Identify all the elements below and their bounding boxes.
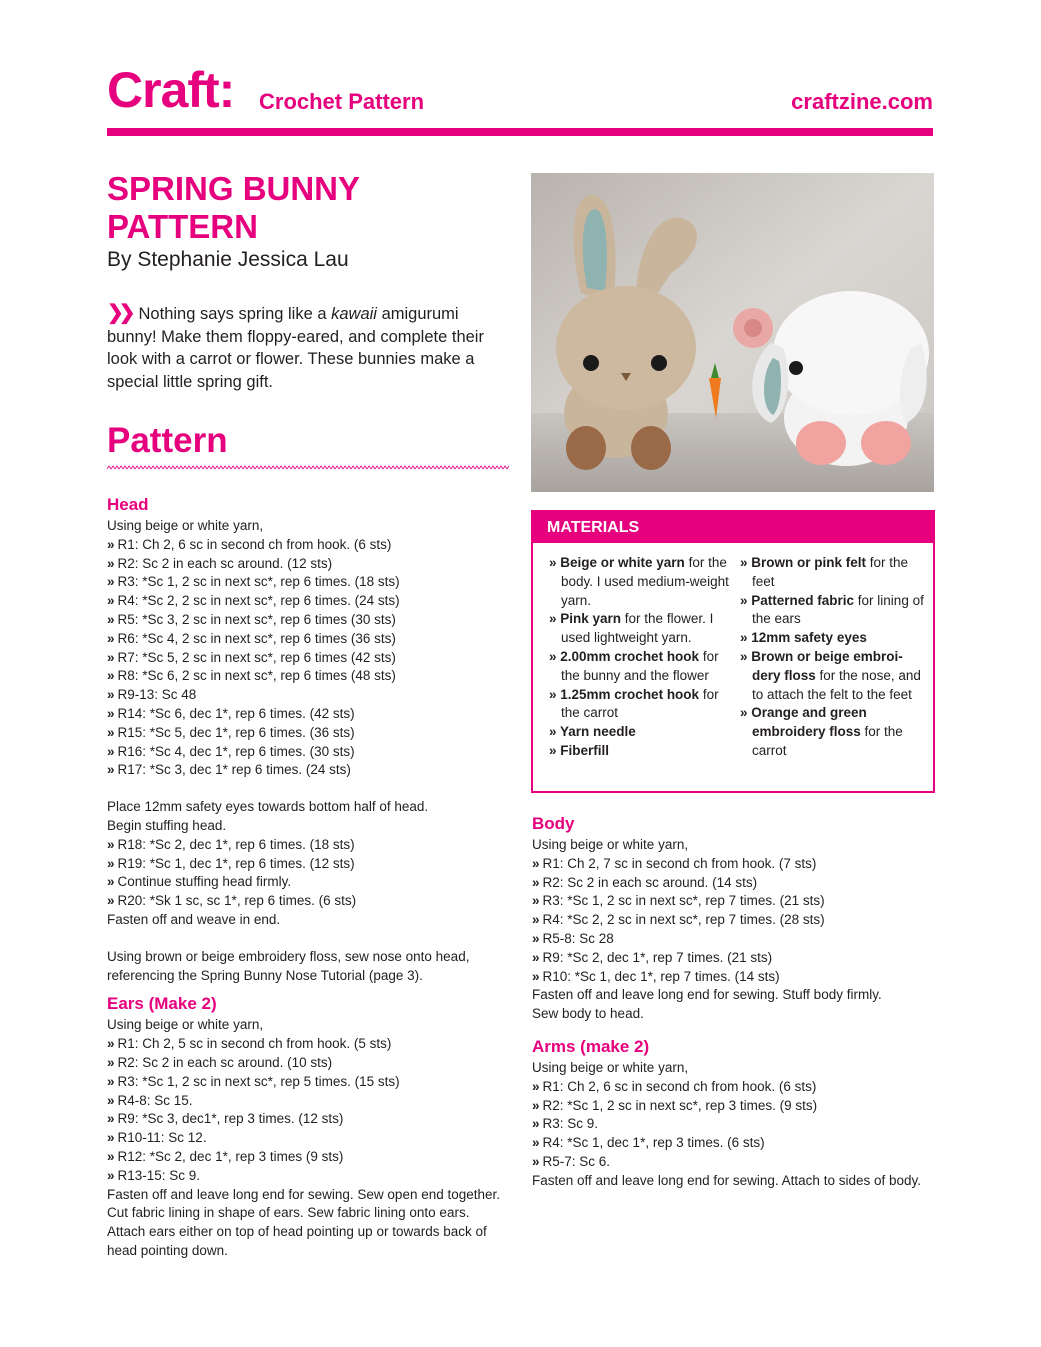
pattern-row: » R1: Ch 2, 6 sc in second ch from hook. (6 sts) <box>532 1078 817 1094</box>
material-name: Pink yarn <box>560 611 622 627</box>
page-header <box>107 62 933 122</box>
zigzag-divider <box>107 465 509 470</box>
pattern-row: » R9-13: Sc 48 <box>107 687 197 703</box>
pattern-row: Cut fabric lining in shape of ears. Sew fabric lining onto ears. <box>107 1205 470 1221</box>
row-marker: » <box>107 836 115 852</box>
row-marker: » <box>549 611 561 627</box>
row-marker: » <box>549 555 561 570</box>
head-nose-2: referencing the Spring Bunny Nose Tutorial (page 3). <box>107 967 423 983</box>
materials-column-1 <box>549 554 734 761</box>
material-item: » Orange and green embroidery floss for the carrot <box>740 705 903 758</box>
row-marker: » <box>107 1130 115 1146</box>
materials-box <box>531 510 935 793</box>
row-marker: » <box>532 1135 540 1151</box>
row-marker: » <box>549 724 561 740</box>
pattern-row: » R6: *Sc 4, 2 sc in next sc*, rep 6 times (36 sts) <box>107 630 396 646</box>
row-marker: » <box>107 1092 115 1108</box>
pattern-heading: Pattern <box>107 421 228 460</box>
pattern-row: » R3: *Sc 1, 2 sc in next sc*, rep 7 times. (21 sts) <box>532 893 825 909</box>
pattern-row: » R4: *Sc 2, 2 sc in next sc*, rep 6 times. (24 sts) <box>107 593 400 609</box>
row-marker: » <box>107 687 115 703</box>
material-item: » Brown or beige embroidery floss for the nose, and to attach the felt to the feet <box>740 648 921 702</box>
head-eyes-note-2: Begin stuffing head. <box>107 817 227 833</box>
intro-emphasis: kawaii <box>331 305 377 323</box>
pattern-row: » R9: *Sc 2, dec 1*, rep 7 times. (21 sts) <box>532 949 773 965</box>
head-heading: Head <box>107 495 149 514</box>
row-marker: » <box>740 648 752 664</box>
arms-rows <box>532 1078 937 1172</box>
pattern-row: » R4: *Sc 2, 2 sc in next sc*, rep 7 times. (28 sts) <box>532 912 825 928</box>
material-item: » Beige or white yarn for the body. I used medium-weight yarn. <box>549 555 729 608</box>
head-nose-1: Using brown or beige embroidery floss, sew nose onto head, <box>107 948 470 964</box>
material-item <box>740 629 925 648</box>
header-rule <box>107 128 933 136</box>
row-marker: » <box>532 912 540 928</box>
material-name: Fiberfill <box>560 742 610 758</box>
row-marker: » <box>532 893 540 909</box>
byline: By Stephanie Jessica Lau <box>107 248 349 271</box>
right-column <box>532 813 937 1191</box>
body-finish <box>532 986 937 1024</box>
material-name: Beige or white yarn <box>560 555 685 570</box>
pattern-row: » R16: *Sc 4, dec 1*, rep 6 times. (30 sts) <box>107 743 355 759</box>
material-name: Patterned fabric <box>751 592 855 608</box>
row-marker: » <box>107 1054 115 1070</box>
row-marker: » <box>107 1167 115 1183</box>
row-marker: » <box>740 555 752 570</box>
pattern-row: » R4-8: Sc 15. <box>107 1092 193 1108</box>
row-marker: » <box>107 536 115 552</box>
head-fasten: Fasten off and weave in end. <box>107 911 281 927</box>
arms-intro: Using beige or white yarn, <box>532 1059 689 1075</box>
ears-rows <box>107 1035 512 1185</box>
row-marker: » <box>532 1097 540 1113</box>
row-marker: » <box>549 686 561 702</box>
row-marker: » <box>532 874 540 890</box>
head-eyes-note-1: Place 12mm safety eyes towards bottom half of head. <box>107 799 429 815</box>
ears-heading: Ears (Make 2) <box>107 994 217 1014</box>
arms-finish: Fasten off and leave long end for sewing. Attach to sides of body. <box>532 1172 922 1188</box>
ears-intro: Using beige or white yarn, <box>107 1017 264 1033</box>
row-marker: » <box>740 592 752 608</box>
row-marker: » <box>107 743 115 759</box>
material-item: » 2.00mm crochet hook for the bunny and the flower <box>549 648 719 683</box>
row-marker: » <box>532 1153 540 1169</box>
row-marker: » <box>107 724 115 740</box>
materials-column-2 <box>740 554 925 761</box>
pattern-row: » R2: *Sc 1, 2 sc in next sc*, rep 3 times. (9 sts) <box>532 1097 818 1113</box>
row-marker: » <box>107 1111 115 1127</box>
material-item: » 1.25mm crochet hook for the carrot <box>549 686 719 721</box>
arms-heading: Arms (make 2) <box>532 1036 650 1056</box>
row-marker: » <box>532 1116 540 1132</box>
pattern-row: » R13-15: Sc 9. <box>107 1167 201 1183</box>
row-marker: » <box>532 930 540 946</box>
pattern-row: » R9: *Sc 3, dec1*, rep 3 times. (12 sts) <box>107 1111 344 1127</box>
body-heading: Body <box>532 814 575 833</box>
pattern-row: » R2: Sc 2 in each sc around. (14 sts) <box>532 874 758 890</box>
row-marker: » <box>532 968 540 984</box>
row-marker: » <box>740 630 752 646</box>
pattern-row: Attach ears either on top of head pointing up or towards back of <box>107 1224 487 1240</box>
material-item <box>549 742 734 761</box>
row-marker: » <box>107 893 115 909</box>
row-marker: » <box>107 630 115 646</box>
row-marker: » <box>107 855 115 871</box>
pattern-row: » R14: *Sc 6, dec 1*, rep 6 times. (42 sts) <box>107 705 355 721</box>
row-marker: » <box>107 705 115 721</box>
row-marker: » <box>740 705 752 721</box>
row-marker: » <box>107 611 115 627</box>
pattern-row: » R5-7: Sc 6. <box>532 1153 611 1169</box>
site-link[interactable]: craftzine.com <box>791 89 933 114</box>
pattern-row: » R8: *Sc 6, 2 sc in next sc*, rep 6 times (48 sts) <box>107 668 396 684</box>
head-rows-1 <box>107 536 512 780</box>
left-column <box>107 494 512 1261</box>
pattern-row: » Continue stuffing head firmly. <box>107 874 292 890</box>
material-item: » Pink yarn for the flower. I used lightweight yarn. <box>549 611 714 646</box>
pattern-row: » R17: *Sc 3, dec 1* rep 6 times. (24 sts) <box>107 762 351 778</box>
row-marker: » <box>532 1078 540 1094</box>
row-marker: » <box>107 593 115 609</box>
pattern-row: » R18: *Sc 2, dec 1*, rep 6 times. (18 sts) <box>107 836 355 852</box>
pattern-row: » R4: *Sc 1, dec 1*, rep 3 times. (6 sts) <box>532 1135 765 1151</box>
pattern-row: » R20: *Sk 1 sc, sc 1*, rep 6 times. (6 sts) <box>107 893 357 909</box>
materials-heading: MATERIALS <box>533 512 933 543</box>
row-marker: » <box>107 874 115 890</box>
row-marker: » <box>107 1073 115 1089</box>
row-marker: » <box>107 574 115 590</box>
row-marker: » <box>549 648 561 664</box>
material-name: 12mm safety eyes <box>751 630 867 646</box>
pattern-row: » R10-11: Sc 12. <box>107 1130 207 1146</box>
pattern-row: Fasten off and leave long end for sewing. Stuff body firmly. <box>532 987 882 1003</box>
pattern-row: » R19: *Sc 1, dec 1*, rep 6 times. (12 sts) <box>107 855 355 871</box>
material-name: Brown or beige embroidery floss <box>751 648 903 683</box>
material-name: 2.00mm crochet hook <box>560 648 700 664</box>
material-name: Yarn needle <box>560 724 636 740</box>
head-intro: Using beige or white yarn, <box>107 518 264 533</box>
pattern-row: head pointing down. <box>107 1242 228 1258</box>
row-marker: » <box>107 668 115 684</box>
pattern-row: Sew body to head. <box>532 1006 644 1022</box>
material-name: Orange and green embroidery floss <box>751 705 867 740</box>
pattern-row: » R7: *Sc 5, 2 sc in next sc*, rep 6 times (42 sts) <box>107 649 396 665</box>
pattern-row: » R15: *Sc 5, dec 1*, rep 6 times. (36 sts) <box>107 724 355 740</box>
body-rows <box>532 855 937 987</box>
row-marker: » <box>107 1036 115 1052</box>
material-name: 1.25mm crochet hook <box>560 686 700 702</box>
pattern-row: » R12: *Sc 2, dec 1*, rep 3 times (9 sts) <box>107 1148 344 1164</box>
row-marker: » <box>107 555 115 571</box>
pattern-row: » R1: Ch 2, 5 sc in second ch from hook. (5 sts) <box>107 1036 392 1052</box>
intro-text-a: Nothing says spring like a <box>138 305 332 323</box>
pattern-row: » R3: *Sc 1, 2 sc in next sc*, rep 5 times. (15 sts) <box>107 1073 400 1089</box>
row-marker: » <box>107 649 115 665</box>
brand-subtitle: Crochet Pattern <box>259 89 425 114</box>
head-rows-2 <box>107 836 512 911</box>
pattern-row: » R5-8: Sc 28 <box>532 930 614 946</box>
row-marker: » <box>532 855 540 871</box>
material-item: » Brown or pink felt for the feet <box>740 555 909 589</box>
intro-text-b: amigurumi bunny! Make them floppy-eared, and complete their look with a carrot or flower. These bunnies make a special little spring gift. <box>107 305 484 391</box>
row-marker: » <box>549 742 561 758</box>
row-marker: » <box>107 1148 115 1164</box>
double-arrow-icon: ❯❯ <box>107 302 131 324</box>
pattern-row: » R1: Ch 2, 7 sc in second ch from hook. (7 sts) <box>532 855 817 871</box>
material-name: Brown or pink felt <box>751 555 867 570</box>
body-intro: Using beige or white yarn, <box>532 837 689 852</box>
brand-logo: Craft: <box>107 62 235 118</box>
pattern-row: » R3: Sc 9. <box>532 1116 599 1132</box>
page-title: SPRING BUNNY PATTERN <box>107 170 360 245</box>
material-item <box>549 723 734 742</box>
row-marker: » <box>532 949 540 965</box>
pattern-row: » R10: *Sc 1, dec 1*, rep 7 times. (14 sts) <box>532 968 780 984</box>
ears-finish <box>107 1186 512 1261</box>
pattern-row: » R2: Sc 2 in each sc around. (10 sts) <box>107 1054 333 1070</box>
pattern-row: » R3: *Sc 1, 2 sc in next sc*, rep 6 times. (18 sts) <box>107 574 400 590</box>
pattern-row: » R1: Ch 2, 6 sc in second ch from hook. (6 sts) <box>107 536 392 552</box>
pattern-row: » R2: Sc 2 in each sc around. (12 sts) <box>107 555 333 571</box>
material-item: » Patterned fabric for lining of the ears <box>740 592 924 627</box>
row-marker: » <box>107 762 115 778</box>
intro-paragraph <box>107 302 512 393</box>
pattern-row: Fasten off and leave long end for sewing. Sew open end together. <box>107 1186 501 1202</box>
pattern-row: » R5: *Sc 3, 2 sc in next sc*, rep 6 times (30 sts) <box>107 611 396 627</box>
bunny-photo <box>531 173 934 492</box>
